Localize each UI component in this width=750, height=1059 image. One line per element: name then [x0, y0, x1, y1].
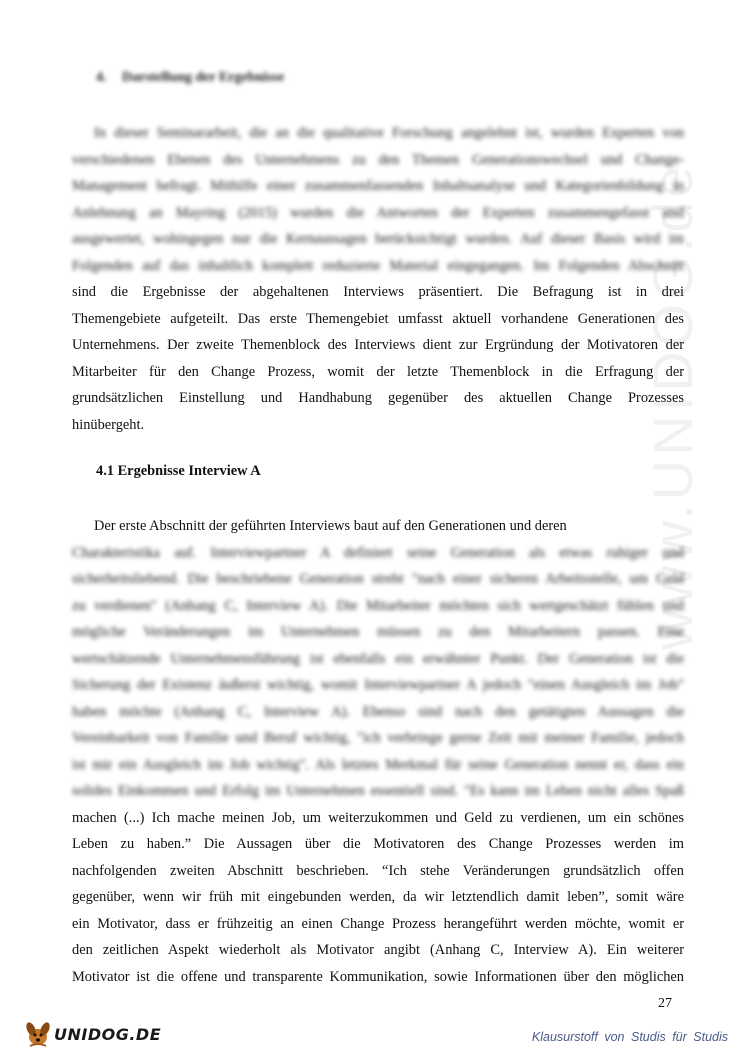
text-line: Der erste Abschnitt der geführten Interviews baut auf den Generationen und deren [94, 518, 567, 534]
text-line: Mitarbeiter für den Change Prozess, womit der letzte Themenblock in die Erfragung der [72, 363, 684, 380]
subsection-heading: 4.1 Ergebnisse Interview A [96, 463, 261, 479]
text-line: ausgewertet, wohingegen nur die Kernaussagen berücksichtigt wurden. Auf dieser Basis wird im [72, 231, 684, 247]
text-line: sind die Ergebnisse der abgehaltenen Interviews präsentiert. Die Befragung ist in drei [72, 284, 684, 300]
text-line: Folgenden auf das inhaltlich komplett reduzierte Material eingegangen. Im Folgenden Abschnitt [72, 257, 684, 274]
text-line: mögliche Veränderungen im Unternehmen müssen zu den Mitarbeitern passen. Eine [72, 624, 684, 640]
logo-text: UNIDOG.DE [54, 1024, 162, 1044]
text-line: zu verdienen" (Anhang C, Interview A). Die Mitarbeiter möchten sich wertgeschätzt fühlen und [72, 597, 684, 614]
text-line: haben möchte (Anhang C, Interview A). Ebenso sind nach den getätigten Aussagen die [72, 703, 684, 720]
text-line: verschiedenen Ebenen des Unternehmens zu den Themen Generationswechsel und Change- [72, 151, 684, 168]
section-title: Darstellung der Ergebnisse [122, 70, 285, 85]
text-line: Management befragt. Mithilfe einer zusammenfassenden Inhaltsanalyse und Kategorienbildung in [72, 178, 684, 194]
unidog-logo[interactable] [22, 1020, 161, 1048]
text-line: In dieser Seminararbeit, die an die qualitative Forschung angelehnt ist, wurden Experten von [94, 125, 684, 141]
text-line: Charakteristika auf. Interviewpartner A definiert seine Generation als etwas ruhiger und [72, 544, 684, 561]
text-line: hinübergeht. [72, 416, 145, 433]
text-line: Sicherung der Existenz äußerst wichtig, womit Interviewpartner A jedoch "einen Ausgleich im Job" [72, 677, 684, 693]
text-line: nachfolgenden zweiten Abschnitt beschrieben. “Ich stehe Veränderungen grundsätzlich offen [72, 862, 684, 879]
section-heading [96, 70, 284, 86]
interview-paragraph [72, 513, 684, 990]
text-line: solides Einkommen und Erfolg im Unternehmen essentiell sind. "Es kann im Leben nicht alles Spaß [72, 783, 684, 799]
text-line: gegenüber, wenn wir früh mit eingebunden werden, da wir letztendlich damit leben”, somit wäre [72, 889, 684, 905]
footer-tagline: Klausurstoff von Studis für Studis [531, 1030, 728, 1044]
text-line: ist mir ein Ausgleich im Job wichtig". Als letztes Merkmal für seine Generation nennt er, dass ein [72, 756, 684, 773]
text-line: Themengebiete aufgeteilt. Das erste Themengebiet umfasst aktuell vorhandene Generationen des [72, 310, 684, 327]
text-line: sicherheitsliebend. Die beschriebene Generation strebt "nach einer sicheren Arbeitsstelle, um Geld [72, 571, 684, 587]
dog-icon [22, 1020, 52, 1048]
text-line: wertschätzende Unternehmensführung ist ebenfalls ein erwähnter Punkt. Der Generation ist die [72, 650, 684, 667]
text-line: den zeitlichen Aspekt wiederholt als Motivator angibt (Anhang C, Interview A). Ein weiterer [72, 942, 684, 958]
section-number: 4. [96, 70, 107, 85]
watermark-text: www.UNIDOG.de [641, 162, 704, 650]
text-line: machen (...) Ich mache meinen Job, um weiterzukommen und Geld zu verdienen, um ein schönes [72, 809, 684, 826]
text-line: Unternehmens. Der zweite Themenblock des Interviews dient zur Ergründung der Motivatoren der [72, 337, 684, 353]
text-line: grundsätzlichen Einstellung und Handhabung gegenüber des aktuellen Change Prozesses [72, 390, 684, 406]
page-number: 27 [658, 996, 672, 1011]
text-line: ein Motivator, dass er frühzeitig an einen Change Prozess herangeführt werden möchte, womit er [72, 915, 684, 932]
text-line: Anlehnung an Mayring (2015) wurden die Antworten der Experten zusammengefasst und [72, 204, 684, 221]
text-line: Vereinbarkeit von Familie und Beruf wichtig, "ich verbringe gerne Zeit mit meiner Familie, jedoch [72, 730, 684, 746]
text-line: Leben zu haben.” Die Aussagen über die Motivatoren des Change Prozesses werden im [72, 836, 684, 852]
text-line: Motivator ist die offene und transparente Kommunikation, sowie Informationen über den möglichen [72, 968, 684, 985]
intro-paragraph [72, 120, 684, 438]
